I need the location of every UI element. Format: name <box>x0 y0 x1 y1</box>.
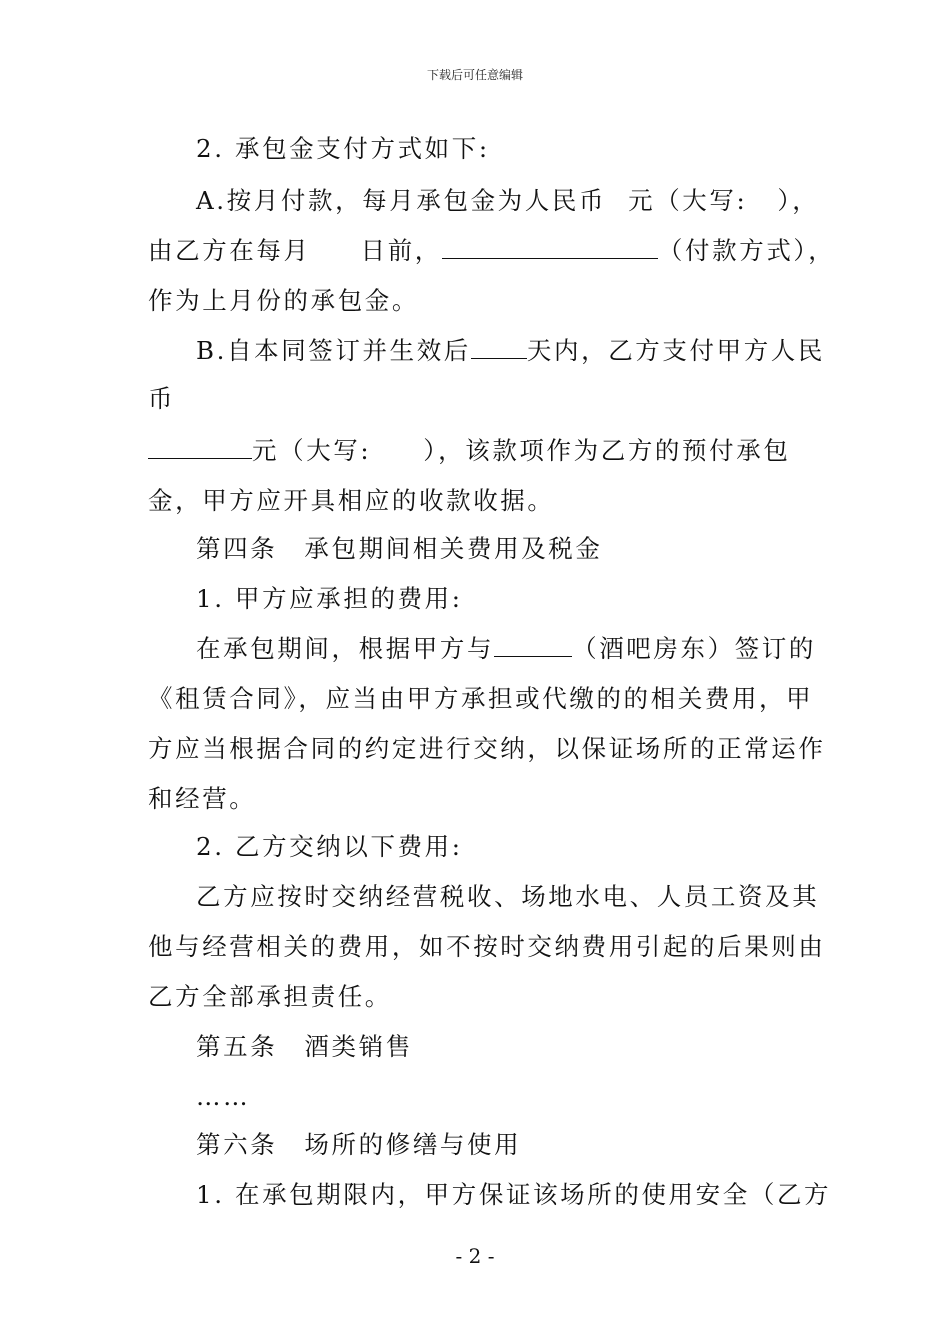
landlord-blank <box>494 634 572 657</box>
paragraph-line: A.按月付款，每月承包金为人民币 元（大写: ）， <box>196 186 820 215</box>
paragraph-line: 在承包期间，根据甲方与 （酒吧房东）签订的 <box>196 634 817 663</box>
section-heading: 第四条 承包期间相关费用及税金 <box>196 534 603 563</box>
page-number: - 2 - <box>455 1244 495 1268</box>
paragraph-line: 《租赁合同》，应当由甲方承担或代缴的的相关费用，甲 <box>148 684 814 713</box>
paragraph-line: 金，甲方应开具相应的收款收据。 <box>148 486 555 515</box>
days-blank <box>471 336 527 359</box>
paragraph-line: 1. 甲方应承担的费用: <box>196 584 463 613</box>
paragraph-line: 作为上月份的承包金。 <box>148 286 419 315</box>
paragraph-line: 1. 在承包期限内，甲方保证该场所的使用安全（乙方 <box>196 1180 832 1209</box>
paragraph-line: 和经营。 <box>148 784 257 813</box>
paragraph-line: 2. 承包金支付方式如下: <box>196 134 490 163</box>
page-header: 下载后可任意编辑 <box>426 68 523 82</box>
section-heading: 第五条 酒类销售 <box>196 1032 413 1061</box>
section-heading: 第六条 场所的修缮与使用 <box>196 1130 522 1159</box>
paragraph-line: 乙方应按时交纳经营税收、场地水电、人员工资及其 <box>196 882 820 911</box>
paragraph-line: 他与经营相关的费用，如不按时交纳费用引起的后果则由 <box>148 932 826 961</box>
paragraph-line: 2. 乙方交纳以下费用: <box>196 832 463 861</box>
paragraph-line: 元（大写: ），该款项作为乙方的预付承包 <box>148 436 818 466</box>
paragraph-line: 由乙方在每月 日前， （付款方式）， <box>148 236 836 265</box>
paragraph-line: 币 <box>148 384 176 413</box>
paragraph-line: B.自本同签订并生效后 天内，乙方支付甲方人民 <box>196 336 826 365</box>
ellipsis-line: …… <box>196 1082 251 1111</box>
payment-method-blank <box>442 236 658 259</box>
amount-blank <box>148 436 252 459</box>
paragraph-line: 乙方全部承担责任。 <box>148 982 392 1011</box>
paragraph-line: 方应当根据合同的约定进行交纳，以保证场所的正常运作 <box>148 734 826 763</box>
